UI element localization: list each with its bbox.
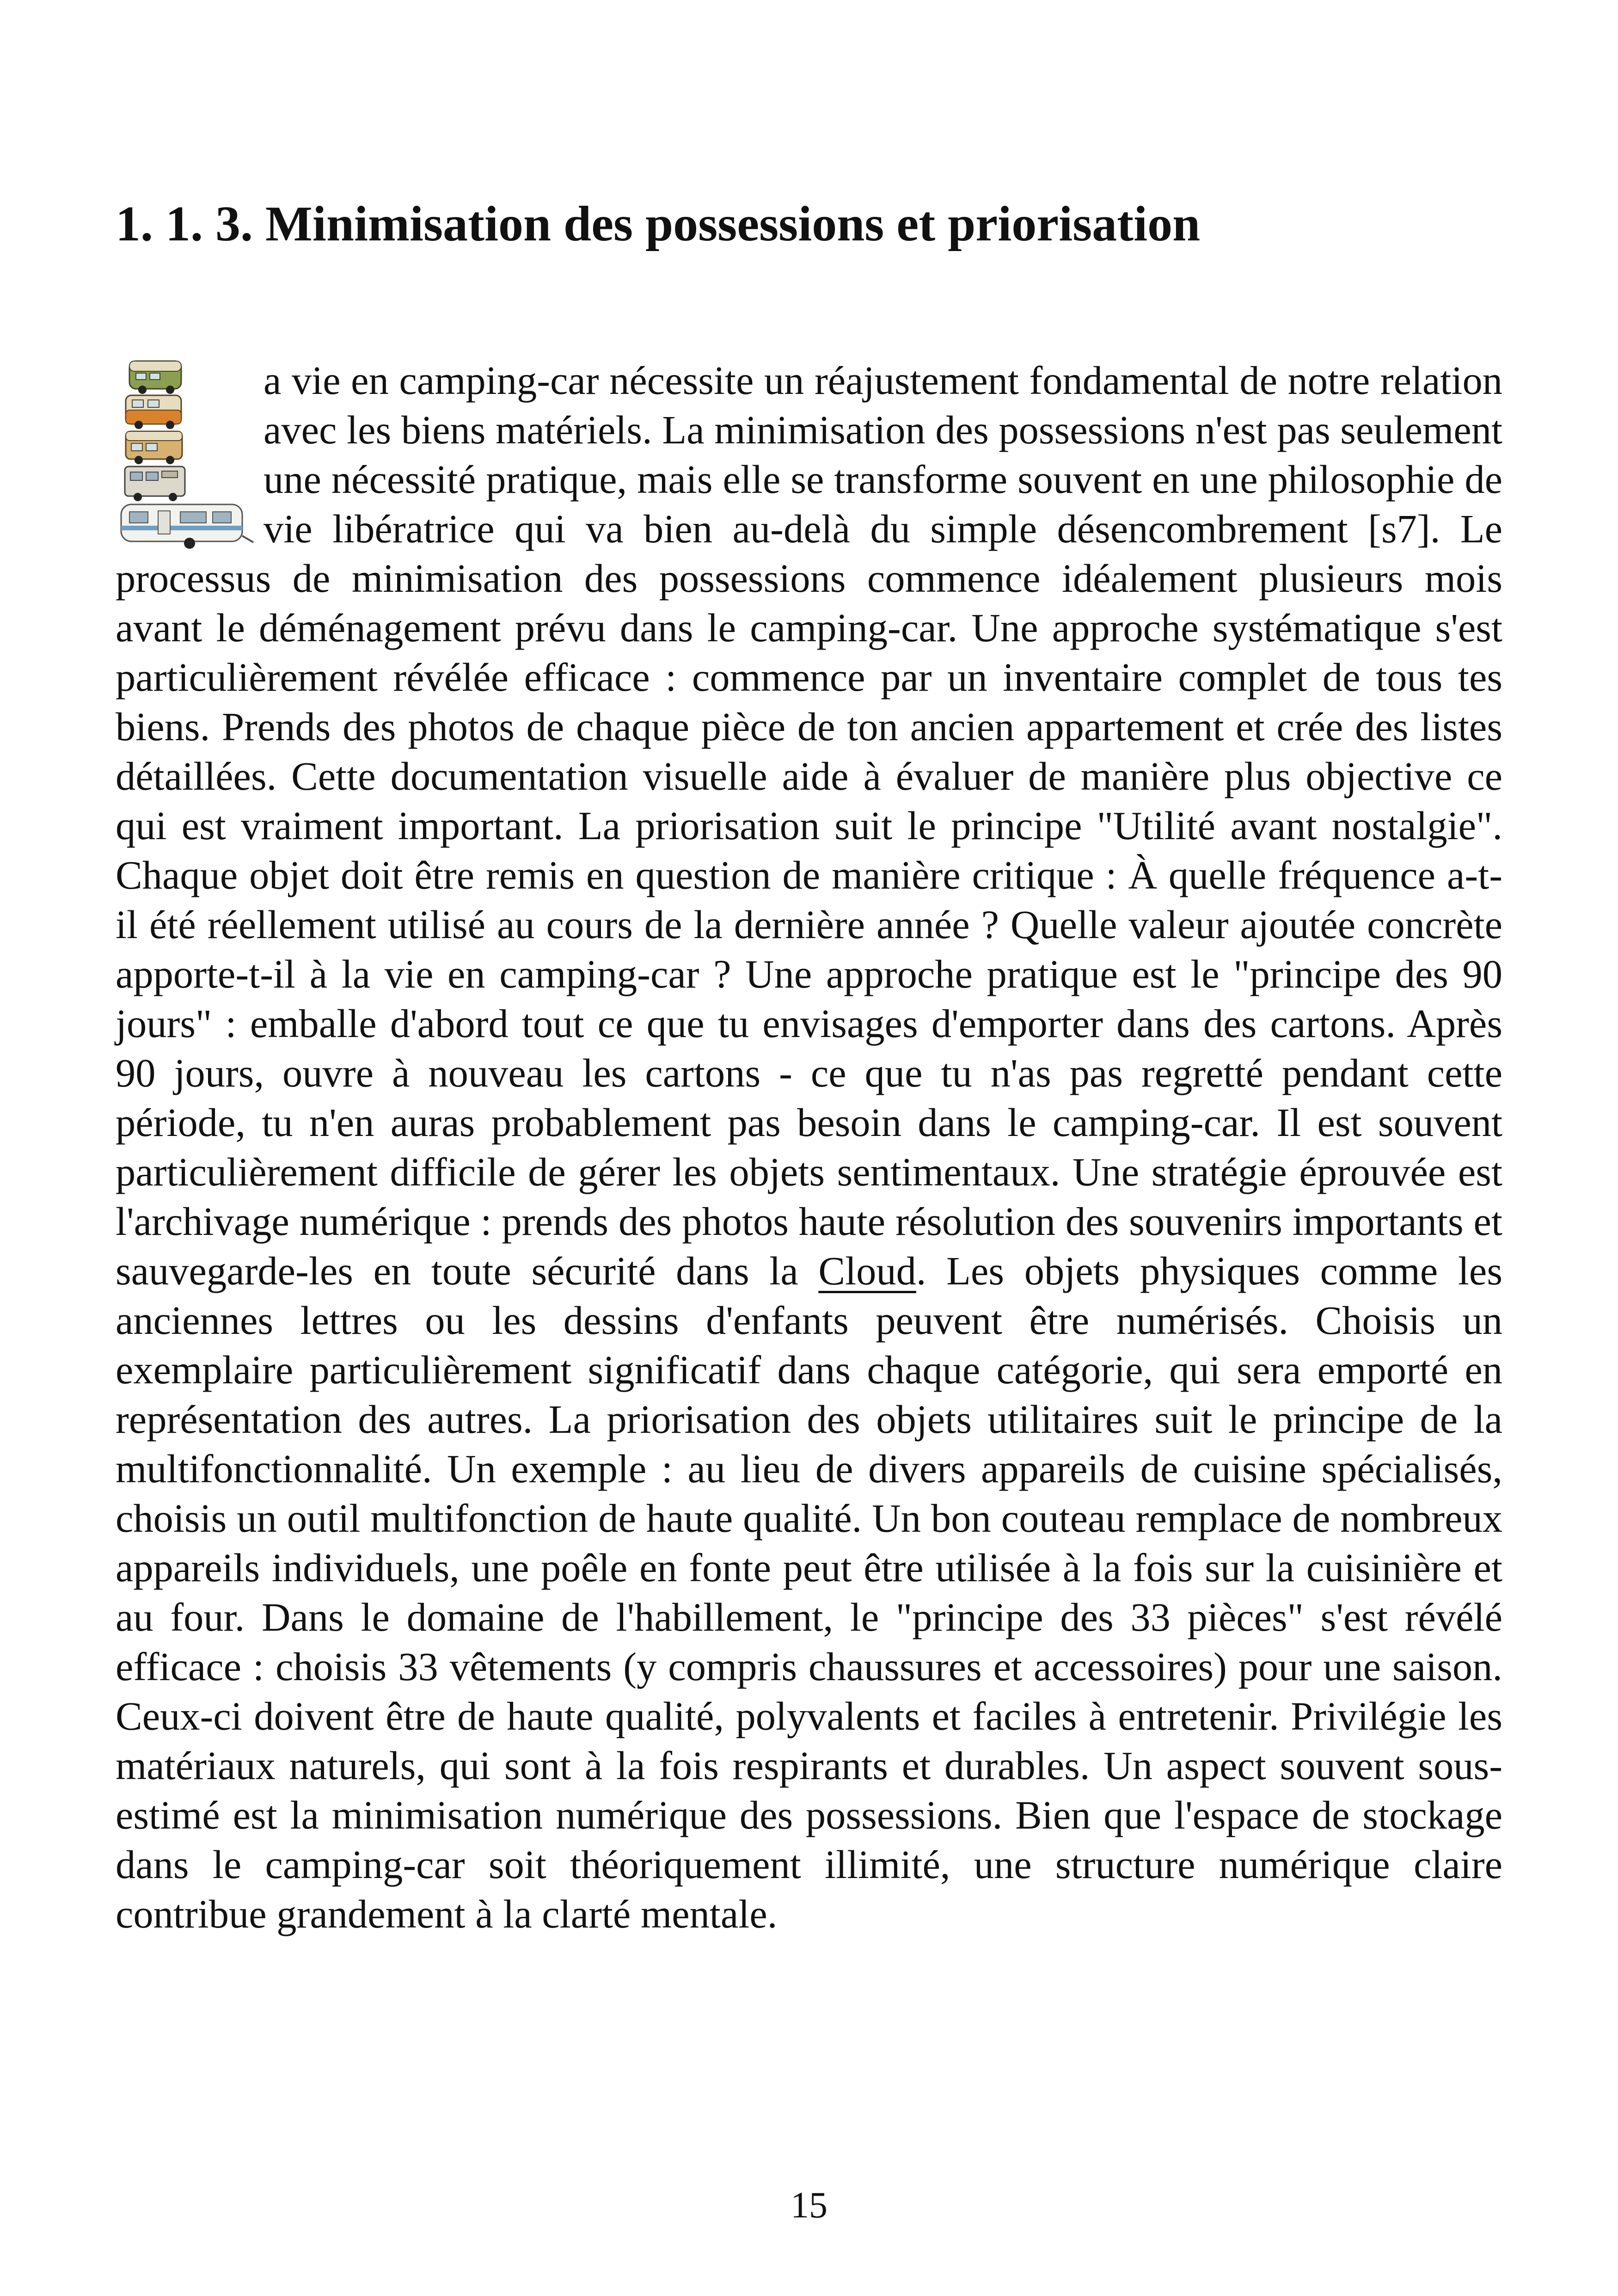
cloud-link[interactable]: Cloud	[818, 1249, 916, 1293]
paragraph-text-start: a vie en camping-car nécessite un réajustement fondamental de notre relation avec les biens matériels. La minimisation des possessions n'est pas seulement une nécessité pratique, mais elle se transforme souvent en une philosophie de vie libératrice qui va bien au-delà du simple désencombrement [s7]. Le processus de minimisation des possessions commence idéalement plusieurs mois avant le déménagement prévu dans le camping-car. Une approche systématique s'est particulièrement révélée efficace : commence par un inventaire complet de tous tes biens. Prends des photos de chaque pièce de ton ancien appartement et crée des listes détaillées. Cette documentation visuelle aide à évaluer de manière plus objective ce qui est vraiment important. La priorisation suit le principe "Utilité avant nostalgie". Chaque objet doit être remis en question de manière critique : À quelle fréquence a-t-il été réellement utilisé au cours de la dernière année ? Quelle valeur ajoutée concrète apporte-t-il à la vie en camping-car ? Une approche pratique est le "principe des 90 jours" : emballe d'abord tout ce que tu envisages d'emporter dans des cartons. Après 90 jours, ouvre à nouveau les cartons - ce que tu n'as pas regretté pendant cette période, tu n'en auras probablement pas besoin dans le camping-car. Il est souvent particulièrement difficile de gérer les objets sentimentaux. Une stratégie éprouvée est l'archivage numérique : prends des photos haute résolution des souvenirs importants et sauvegarde-les en toute sécurité dans la	[116, 358, 1502, 1293]
page-number: 15	[791, 2185, 827, 2226]
body-paragraph	[116, 356, 1502, 1939]
stacked-camper-vans-initial-icon	[116, 358, 264, 553]
section-heading: 1. 1. 3. Minimisation des possessions et priorisation	[116, 196, 1201, 252]
paragraph-text-end: . Les objets physiques comme les anciennes lettres ou les dessins d'enfants peuvent être numérisés. Choisis un exemplaire particulièrement significatif dans chaque catégorie, qui sera emporté en représentation des autres. La priorisation des objets utilitaires suit le principe de la multifonctionnalité. Un exemple : au lieu de divers appareils de cuisine spécialisés, choisis un outil multifonction de haute qualité. Un bon couteau remplace de nombreux appareils individuels, une poêle en fonte peut être utilisée à la fois sur la cuisinière et au four. Dans le domaine de l'habillement, le "principe des 33 pièces" s'est révélé efficace : choisis 33 vêtements (y compris chaussures et accessoires) pour une saison. Ceux-ci doivent être de haute qualité, polyvalents et faciles à entretenir. Privilégie les matériaux naturels, qui sont à la fois respirants et durables. Un aspect souvent sous-estimé est la minimisation numérique des possessions. Bien que l'espace de stockage dans le camping-car soit théoriquement illimité, une structure numérique claire contribue grandement à la clarté mentale.	[116, 1249, 1502, 1936]
